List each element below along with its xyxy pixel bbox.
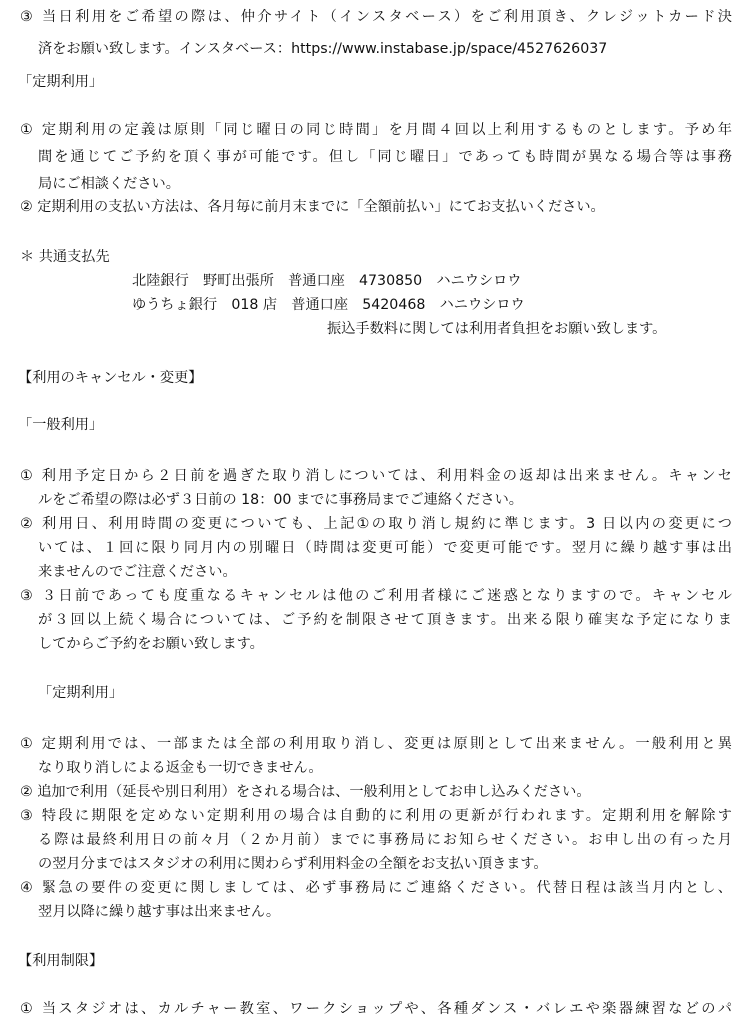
payment-bank-hokuriku: 北陸銀行 野町出張所 普通口座 4730850 ハニウシロウ <box>132 273 522 289</box>
cancel-regular-item-1-line-2: なり取り消しによる返金も一切できません。 <box>38 760 323 776</box>
intro-item-3-line-2: 済をお願い致します。インスタベース：https://www.instabase.jp/space/4527626037 <box>38 41 608 57</box>
cancel-regular-item-3-line-3: の翌月分まではスタジオの利用に関わらず利用料金の全額をお支払い頂きます。 <box>38 856 548 872</box>
regular-use-heading: 「定期利用」 <box>18 74 104 90</box>
cancel-regular-item-3-line-2: る際は最終利用日の前々月（２か月前）までに事務局にお知らせください。お申し出の有った月 <box>38 832 732 848</box>
payment-fee-note: 振込手数料に関しては利用者負担をお願い致します。 <box>327 321 667 337</box>
cancel-general-item-2-line-1: ② 利用日、利用時間の変更についても、上記①の取り消し規約に準じます。3 日以内の変更につ <box>20 516 732 532</box>
cancel-section-heading: 【利用のキャンセル・変更】 <box>18 370 203 386</box>
cancel-general-item-1-line-1: ① 利用予定日から２日前を過ぎた取り消しについては、利用料金の返却は出来ません。キャンセ <box>20 468 732 484</box>
cancel-general-item-2-line-2: いては、１回に限り同月内の別曜日（時間は変更可能）で変更可能です。翌月に繰り越す事は出 <box>38 540 732 556</box>
regular-item-1-line-1: ① 定期利用の定義は原則「同じ曜日の同じ時間」を月間４回以上利用するものとします。予め年 <box>20 122 732 138</box>
regular-item-1-line-3: 局にご相談ください。 <box>38 176 180 192</box>
cancel-general-item-3-line-3: してからご予約をお願い致します。 <box>38 636 264 652</box>
restriction-item-1-line-1: ① 当スタジオは、カルチャー教室、ワークショップや、各種ダンス・バレエや楽器練習などのパ <box>20 1001 732 1017</box>
cancel-regular-item-3-line-1: ③ 特段に期限を定めない定期利用の場合は自動的に利用の更新が行われます。定期利用を解除す <box>20 808 732 824</box>
cancel-general-item-3-line-1: ③ ３日前であっても度重なるキャンセルは他のご利用者様にご迷惑となりますので。キャンセル <box>20 588 732 604</box>
cancel-regular-item-4-line-2: 翌月以降に繰り越す事は出来ません。 <box>38 904 281 920</box>
cancel-regular-item-2-line-1: ② 追加で利用（延長や別日利用）をされる場合は、一般利用としてお申し込みください。 <box>20 784 591 800</box>
cancel-general-heading: 「一般利用」 <box>18 417 104 433</box>
regular-item-2-line-1: ② 定期利用の支払い方法は、各月毎に前月末までに「全額前払い」にてお支払いください。 <box>20 199 605 215</box>
regular-item-1-line-2: 間を通じてご予約を頂く事が可能です。但し「同じ曜日」であっても時間が異なる場合等は事務 <box>38 149 732 165</box>
restriction-heading: 【利用制限】 <box>18 953 104 969</box>
cancel-general-item-2-line-3: 来ませんのでご注意ください。 <box>38 564 237 580</box>
intro-item-3-line-1: ③ 当日利用をご希望の際は、仲介サイト（インスタベース）をご利用頂き、クレジットカード決 <box>20 9 732 25</box>
cancel-general-item-1-line-2: ルをご希望の際は必ず３日前の 18：00 までに事務局までご連絡ください。 <box>38 492 523 508</box>
payment-bank-yucho: ゆうちょ銀行 018 店 普通口座 5420468 ハニウシロウ <box>132 297 525 313</box>
cancel-general-item-3-line-2: が３回以上続く場合については、ご予約を制限させて頂きます。出来る限り確実な予定になりま <box>38 612 732 628</box>
cancel-regular-item-4-line-1: ④ 緊急の要件の変更に関しましては、必ず事務局にご連絡ください。代替日程は該当月内とし、 <box>20 880 732 896</box>
cancel-regular-item-1-line-1: ① 定期利用では、一部または全部の利用取り消し、変更は原則として出来ません。一般利用と異 <box>20 736 732 752</box>
cancel-regular-heading: 「定期利用」 <box>38 685 124 701</box>
payment-label: ＊ 共通支払先 <box>20 249 110 265</box>
